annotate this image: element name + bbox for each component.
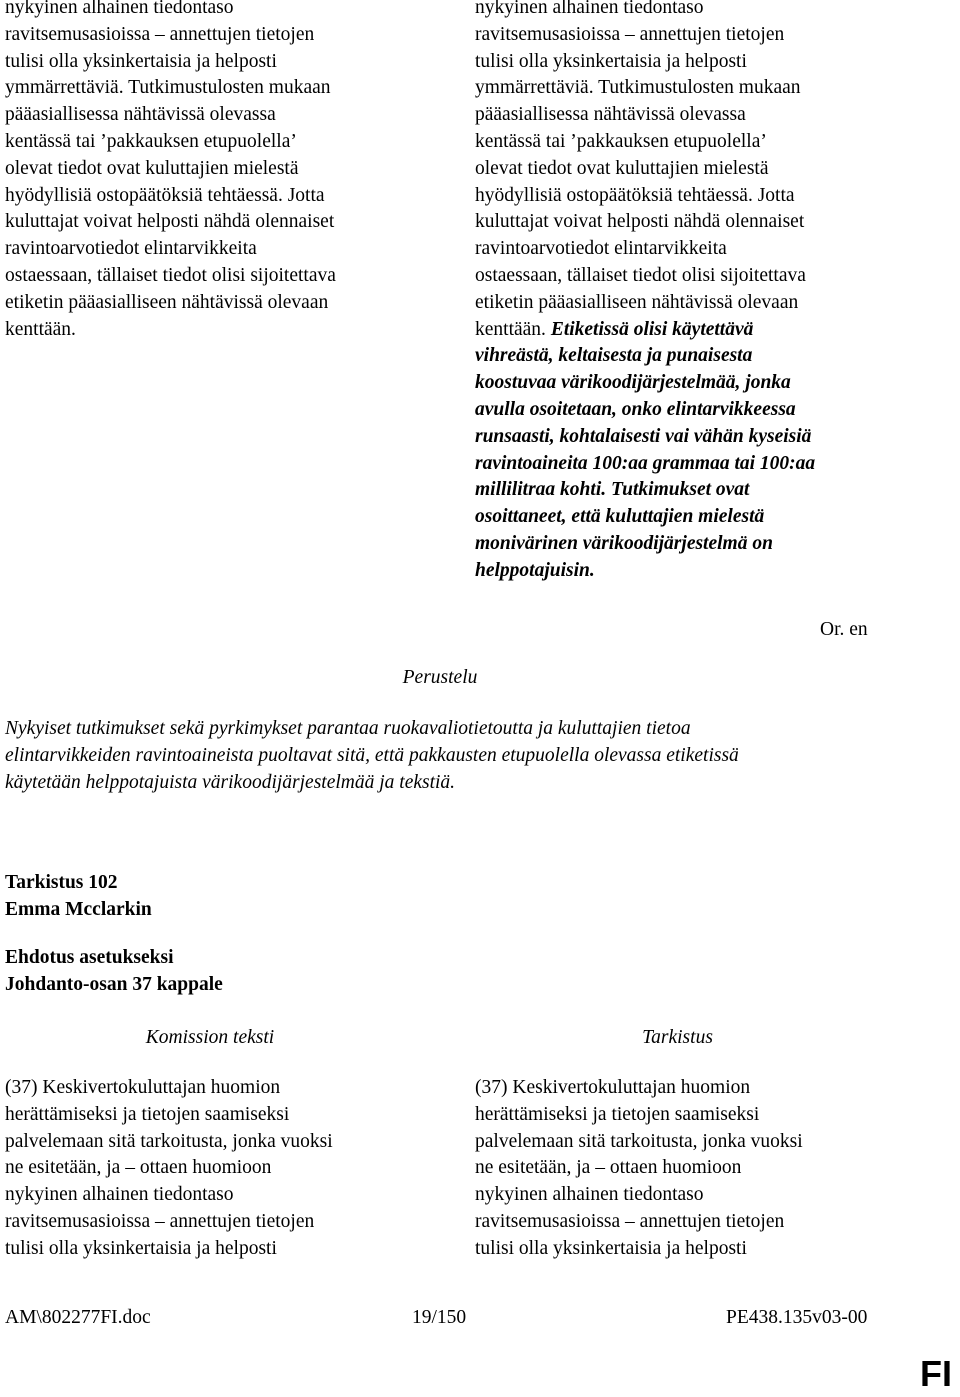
footer-pe-reference: PE438.135v03-00 — [726, 1307, 868, 1328]
right-column-plain-text: nykyinen alhainen tiedontaso ravitsemusasioissa – annettujen tietojen tulisi olla yksinkertaisia ja helposti ymmärrettäviä. Tutkimustulosten mukaan pääasiallisessa nähtävissä olevassa kentässä tai ’pakkauksen etupuolella’ olevat tiedot ovat kuluttajien mielestä hyödyllisiä ostopäätöksiä tehtäessä. Jotta kuluttajat voivat helposti nähdä olennaiset ravintoarvotiedot elintarvikkeita ostaessaan, tällaiset tiedot olisi sijoitettava etiketin pääasialliseen nähtävissä olevaan kenttään. — [475, 0, 806, 340]
amendment-text-continued — [475, 0, 895, 585]
right-column-emphasis-text: Etiketissä olisi käytettävä vihreästä, keltaisesta ja punaisesta koostuvaa värikoodijärjestelmää, jonka avulla osoitetaan, onko elintarvikkeessa runsaasti, kohtalaisesti vai vähän kyseisiä ravintoaineita 100:aa grammaa tai 100:aa millilitraa kohti. Tutkimukset ovat osoittaneet, että kuluttajien mielestä monivärinen värikoodijärjestelmä on helppotajuisin. — [475, 318, 816, 581]
original-language-label: Or. en — [820, 619, 868, 640]
amendment-column-heading: Tarkistus — [642, 1027, 713, 1048]
commission-text-continued — [5, 0, 415, 343]
right-column-text — [475, 0, 895, 585]
justification-text: Nykyiset tutkimukset sekä pyrkimykset parantaa ruokavaliotietoutta ja kuluttajien tietoa elintarvikkeiden ravintoaineista puoltavat sitä, että pakkausten etupuolella olevassa etiketissä käytetään helppotajuista värikoodijärjestelmää ja tekstiä. — [5, 718, 739, 793]
amendment-header: Tarkistus 102 Emma Mcclarkin — [5, 872, 152, 920]
amendment-text-paragraph: (37) Keskivertokuluttajan huomion herättämiseksi ja tietojen saamiseksi palvelemaan sitä tarkoitusta, jonka vuoksi ne esitetään, ja – ottaen huomioon nykyinen alhainen tiedontaso ravitsemusasioissa – annettujen tietojen tulisi olla yksinkertaisia ja helposti — [475, 1077, 803, 1259]
justification-heading: Perustelu — [402, 667, 478, 688]
commission-text-heading: Komission teksti — [145, 1027, 275, 1048]
footer-page-number: 19/150 — [412, 1307, 467, 1328]
footer-document-reference: AM\802277FI.doc — [5, 1307, 151, 1328]
proposal-reference: Ehdotus asetukseksi Johdanto-osan 37 kappale — [5, 947, 223, 995]
left-column-text: nykyinen alhainen tiedontaso ravitsemusasioissa – annettujen tietojen tulisi olla yksinkertaisia ja helposti ymmärrettäviä. Tutkimustulosten mukaan pääasiallisessa nähtävissä olevassa kentässä tai ’pakkauksen etupuolella’ olevat tiedot ovat kuluttajien mielestä hyödyllisiä ostopäätöksiä tehtäessä. Jotta kuluttajat voivat helposti nähdä olennaiset ravintoarvotiedot elintarvikkeita ostaessaan, tällaiset tiedot olisi sijoitettava etiketin pääasialliseen nähtävissä olevaan kenttään. — [5, 0, 336, 340]
commission-text-paragraph: (37) Keskivertokuluttajan huomion herättämiseksi ja tietojen saamiseksi palvelemaan sitä tarkoitusta, jonka vuoksi ne esitetään, ja – ottaen huomioon nykyinen alhainen tiedontaso ravitsemusasioissa – annettujen tietojen tulisi olla yksinkertaisia ja helposti — [5, 1077, 333, 1259]
footer-language-code: FI — [920, 1353, 952, 1394]
